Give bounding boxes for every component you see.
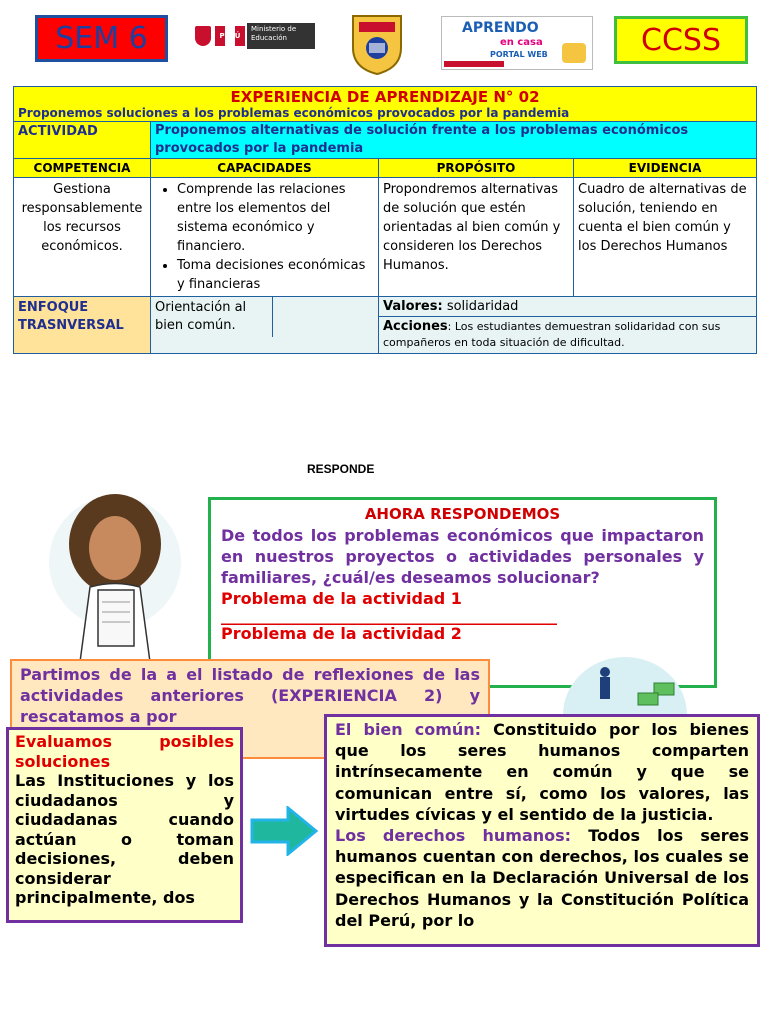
money-illustration [560, 655, 690, 715]
experience-table: EXPERIENCIA DE APRENDIZAJE N° 02 Proponemos soluciones a los problemas económicos provocados por la pandemia ACTIVIDAD Proponemos alternativas de solución frente a los problemas económicos provocados por la pandemia COMPETENCIA CAPACIDADES PROPÓSITO EVIDENCIA Gestiona responsablemente los recursos económicos. • Comprende las relaciones entre los elementos del sistema económico y financiero. • Toma decisiones económicas y financieras Propondremos alternativas de solución que estén orientadas al bien común y consideren los Derechos Humanos. Cuadro de alternativas de solución, teniendo en cuenta el bien común y los Derechos Humanos ENFOQUE TRASNVERSAL Orientación al bien común. Valores: solidaridad Acciones: Los estudiantes demuestran solidaridad con sus compañeros en toda situación de dificultad. [13, 86, 757, 354]
valores-label: Valores: [383, 299, 443, 314]
problema-1-label: Problema de la actividad 1 [221, 589, 462, 608]
peru-bar-icon [444, 61, 504, 67]
evaluamos-text: Las Instituciones y los ciudadanos y ciudadanas cuando actúan o toman decisiones, deben considerar principalmente, dos [15, 771, 234, 907]
evidencia-cell: Cuadro de alternativas de solución, teniendo en cuenta el bien común y los Derechos Humanos [574, 178, 757, 297]
orientacion-text: Orientación al bien común. [151, 297, 273, 337]
ahora-title: AHORA RESPONDEMOS [364, 505, 561, 523]
acciones-text: Los estudiantes demuestran solidaridad con sus compañeros en toda situación de dificultad. [383, 320, 721, 349]
bien-comun-box [324, 714, 760, 947]
proposito-cell: Propondremos alternativas de solución que estén orientadas al bien común y consideren los Derechos Humanos. [379, 178, 574, 297]
student-illustration [40, 492, 190, 676]
problema-2-label: Problema de la actividad 2 [221, 624, 462, 643]
col-capacidades: CAPACIDADES [151, 159, 379, 178]
derechos-humanos-label: Los derechos humanos: [335, 826, 572, 846]
partimos-text: Partimos de la a el listado de reflexiones de las actividades anteriores (EXPERIENCIA 2) y rescatamos a por [20, 665, 480, 726]
sem-badge: SEM 6 [35, 15, 168, 62]
competencia-cell: Gestiona responsablemente los recursos económicos. [14, 178, 151, 297]
experience-subtitle: Proponemos soluciones a los problemas económicos provocados por la pandemia [18, 106, 570, 120]
peru-flag-icon [215, 26, 245, 46]
bien-comun-text: Constituido por los bienes que los seres humanos comparten intrínsecamente en común y que se comunican entre sí, como los valores, las virtudes cívicas y el sentido de la justicia. [335, 720, 749, 824]
valores-text: solidaridad [446, 299, 519, 314]
col-competencia: COMPETENCIA [14, 159, 151, 178]
capacidades-cell [151, 178, 379, 297]
aprendo-en-casa-logo [441, 16, 593, 70]
evaluamos-title: Evaluamos posibles soluciones [15, 732, 234, 771]
portal-web-label: PORTAL WEB [490, 50, 548, 59]
ccss-badge: CCSS [614, 16, 748, 64]
actividad-text: Proponemos alternativas de solución frente a los problemas económicos provocados por la pandemia [151, 122, 756, 158]
capacidad-item: • Toma decisiones económicas y financieras [177, 256, 374, 294]
peru-shield-icon [195, 26, 211, 46]
ministerio-label: Ministerio de Educación [247, 23, 315, 49]
col-proposito: PROPÓSITO [379, 159, 574, 178]
bien-comun-label: El bien común: [335, 720, 482, 739]
answer-line: __________________________________________ [221, 606, 557, 625]
derechos-humanos-text: Todos los seres humanos cuentan con derechos, los cuales se especifican en la Declaración Universal de los Derechos Humanos y la Constitución Política del Perú, por lo [335, 826, 749, 930]
acciones-label: Acciones [383, 319, 448, 334]
aprendo-sub: en casa [500, 37, 543, 48]
responde-label: RESPONDE [307, 462, 375, 476]
kids-icon [562, 43, 586, 63]
minedu-logo [195, 25, 315, 47]
aprendo-title: APRENDO [462, 20, 539, 36]
capacidad-item: • Comprende las relaciones entre los elementos del sistema económico y financiero. [177, 180, 374, 256]
evaluamos-box [6, 727, 243, 923]
peru-label: PERÚ [219, 32, 241, 40]
actividad-label: ACTIVIDAD [14, 122, 151, 159]
school-crest-icon [349, 12, 405, 76]
experience-title: EXPERIENCIA DE APRENDIZAJE N° 02 [230, 88, 540, 106]
arrow-right-icon [250, 806, 318, 856]
ahora-question: De todos los problemas económicos que impactaron en nuestros proyectos o actividades personales y familiares, ¿cuál/es deseamos solucionar? [221, 526, 704, 587]
enfoque-label: ENFOQUE TRASNVERSAL [14, 297, 151, 354]
col-evidencia: EVIDENCIA [574, 159, 757, 178]
